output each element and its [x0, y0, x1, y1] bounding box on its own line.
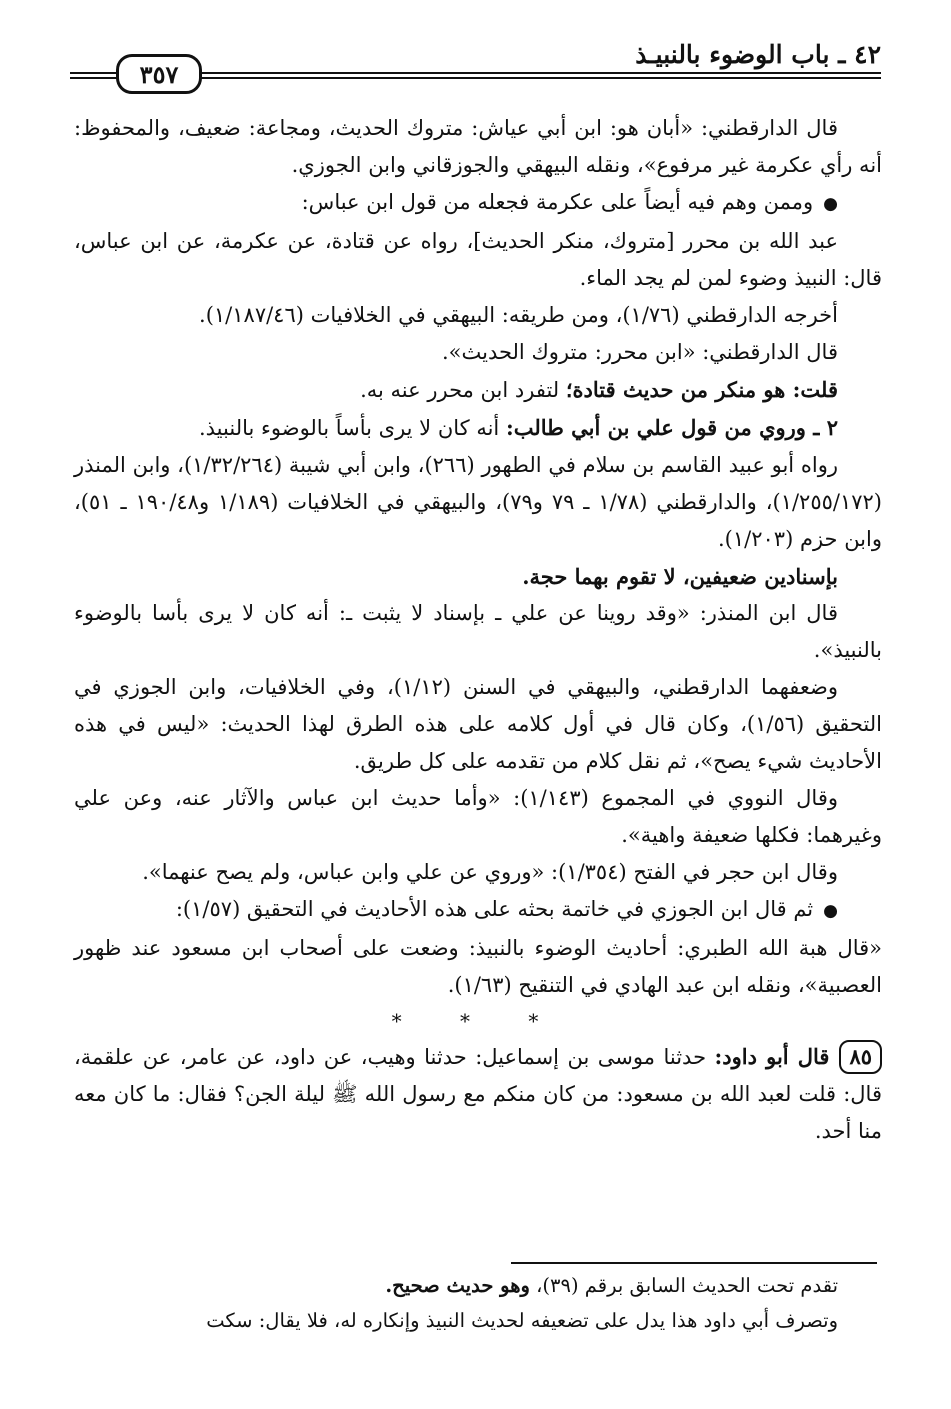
main-text [74, 110, 882, 1150]
bullet-icon: ● [823, 194, 838, 214]
paragraph: وقال ابن حجر في الفتح (١/٣٥٤): «وروي عن علي وابن عباس، ولم يصح عنهما». [142, 860, 838, 884]
paragraph: ٢ ـ وروي من قول علي بن أبي طالب: أنه كان لا يرى بأساً بالوضوء بالنبيذ. [198, 415, 838, 440]
paragraph: قال ابن المنذر: «وقد روينا عن علي ـ بإسناد لا يثبت ـ: أنه كان لا يرى بأسا بالوضوء بالنبيذ». [74, 601, 882, 662]
footnote: وتصرف أبي داود هذا يدل على تضعيفه لحديث النبيذ وإنكاره له، فلا يقال: سكت [206, 1309, 838, 1332]
chapter-title: ٤٢ ـ باب الوضوء بالنبيـذ [635, 40, 881, 69]
paragraph: وضعفهما الدارقطني، والبيهقي في السنن (١/١٢)، وفي الخلافيات، وابن الجوزي في التحقيق (١/٥٦)، وكان قال في أول كلامه على هذه الطرق لهذا الحديث: «ليس في هذه الأحاديث شيء يصح»، ثم نقل كلام من تقدمه على كل طريق. [74, 675, 882, 773]
paragraph: قال الدارقطني: «أبان هو: ابن أبي عياش: متروك الحديث، ومجاعة: ضعيف، والمحفوظ: أنه رأي عكرمة غير مرفوع»، ونقله البيهقي والجوزقاني وابن الجوزي. [74, 116, 882, 177]
section-separator: * * * [391, 1009, 565, 1033]
paragraph: قال الدارقطني: «ابن محرر: متروك الحديث». [441, 340, 838, 364]
paragraph: بإسنادين ضعيفين، لا تقوم بهما حجة. [522, 564, 838, 589]
bullet-icon: ● [823, 901, 838, 921]
hadith-text: حدثنا موسى بن إسماعيل: حدثنا وهيب، عن داود، عن عامر، عن علقمة، قال: قلت لعبد الله بن مسعود: من كان منكم مع رسول الله ﷺ ليلة الجن؟ فقال: ما كان معه منا أحد. [74, 1045, 882, 1143]
footnote: تقدم تحت الحديث السابق برقم (٣٩)، وهو حديث صحيح. [385, 1274, 838, 1297]
paragraph: «قال هبة الله الطبري: أحاديث الوضوء بالنبيذ: وضعت على أصحاب ابن مسعود عند ظهور العصبية»، ونقله ابن عبد الهادي في التنقيح (١/٦٣). [74, 936, 882, 997]
footnote-divider [511, 1262, 877, 1264]
footnotes [74, 1268, 882, 1338]
paragraph: عبد الله بن محرر [متروك، منكر الحديث]، رواه عن قتادة، عن عكرمة، عن ابن عباس، قال: النبيذ وضوء لمن لم يجد الماء. [74, 229, 882, 290]
paragraph: ●وممن وهم فيه أيضاً على عكرمة فجعله من قول ابن عباس: [301, 190, 838, 214]
paragraph: رواه أبو عبيد القاسم بن سلام في الطهور (٢٦٦)، وابن أبي شيبة (١/٣٢/٢٦٤)، وابن المنذر (١/٢٥٥/١٧٢)، والدارقطني (١/٧٨ ـ ٧٩ و٧٩)، والبيهقي في الخلافيات (١/١٨٩ و١٩٠/٤٨ ـ ٥١)، وابن حزم (١/٢٠٣). [74, 453, 882, 551]
paragraph: ●ثم قال ابن الجوزي في خاتمة بحثه على هذه الأحاديث في التحقيق (١/٥٧): [175, 897, 838, 921]
paragraph: قلت: هو منكر من حديث قتادة؛ لتفرد ابن محرر عنه به. [360, 377, 838, 402]
hadith-number-badge: ٨٥ [839, 1040, 882, 1074]
hadith-paragraph [74, 1038, 882, 1150]
page-number-badge: ٣٥٧ [116, 54, 202, 94]
paragraph: أخرجه الدارقطني (١/٧٦)، ومن طريقه: البيهقي في الخلافيات (١/١٨٧/٤٦). [199, 303, 838, 327]
hadith-lead: قال أبو داود: [714, 1044, 830, 1069]
paragraph: وقال النووي في المجموع (١/١٤٣): «وأما حديث ابن عباس والآثار عنه، وعن علي وغيرهما: فكلها ضعيفة واهية». [74, 786, 882, 847]
page-header [70, 38, 881, 94]
